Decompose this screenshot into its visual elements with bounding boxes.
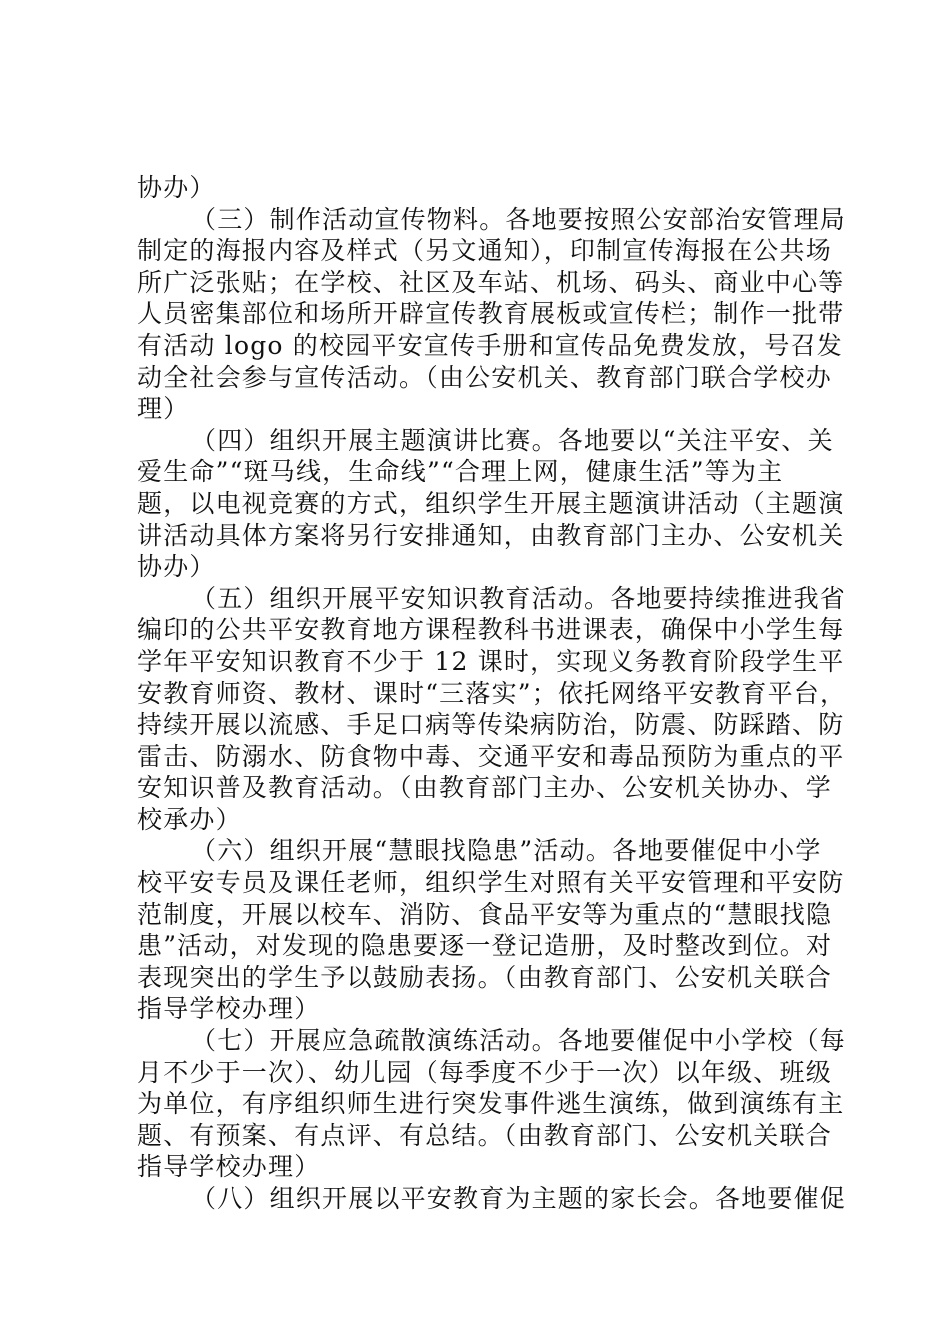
text-line: 安知识普及教育活动。（由教育部门主办、公安机关协办、学 [137,773,832,803]
text-line: 表现突出的学生予以鼓励表扬。（由教育部门、公安机关联合 [137,962,832,992]
text-line: 患”活动，对发现的隐患要逐一登记造册，及时整改到位。对 [137,931,833,961]
text-line: （五）组织开展平安知识教育活动。各地要持续推进我省 [191,583,847,613]
text-line: 为单位，有序组织师生进行突发事件逃生演练，做到演练有主 [137,1089,845,1119]
text-line: （三）制作活动宣传物料。各地要按照公安部治安管理局 [191,204,847,234]
text-line: 题，以电视竞赛的方式，组织学生开展主题演讲活动（主题演 [137,488,845,518]
text-line: 范制度，开展以校车、消防、食品平安等为重点的“慧眼找隐 [137,899,833,929]
text-line: 讲活动具体方案将另行安排通知，由教育部门主办、公安机关 [137,520,845,550]
text-line: 制定的海报内容及样式（另文通知），印制宣传海报在公共场 [137,236,832,266]
document-body [137,172,847,1215]
text-line: 校平安专员及课任老师，组织学生对照有关平安管理和平安防 [137,868,845,898]
text-line: 安教育师资、教材、课时“三落实”；依托网络平安教育平台， [137,678,847,708]
text-line: 人员密集部位和场所开辟宣传教育展板或宣传栏；制作一批带 [137,299,845,329]
text-line: 动全社会参与宣传活动。（由公安机关、教育部门联合学校办 [137,362,832,392]
text-line: （六）组织开展“慧眼找隐患”活动。各地要催促中小学 [191,836,822,866]
text-line: 月不少于一次）、幼儿园（每季度不少于一次）以年级、班级 [137,1057,832,1087]
text-line: 指导学校办理） [137,994,321,1024]
text-line: 爱生命”“斑马线，生命线”“合理上网，健康生活”等为主 [137,457,784,487]
text-line: 理） [137,394,190,424]
text-line: （七）开展应急疏散演练活动。各地要催促中小学校（每 [191,1026,847,1056]
text-line: （八）组织开展以平安教育为主题的家长会。各地要催促 [191,1184,847,1213]
text-line: 有活动 logo 的校园平安宣传手册和宣传品免费发放，号召发 [137,330,843,360]
text-line: 持续开展以流感、手足口病等传染病防治，防震、防踩踏、防 [137,710,845,740]
text-line: 协办） [137,552,216,582]
text-line: 所广泛张贴；在学校、社区及车站、机场、码头、商业中心等 [137,267,845,297]
text-line: 雷击、防溺水、防食物中毒、交通平安和毒品预防为重点的平 [137,741,845,771]
text-line: （四）组织开展主题演讲比赛。各地要以“关注平安、关 [191,425,834,455]
text-line: 编印的公共平安教育地方课程教科书进课表，确保中小学生每 [137,615,845,645]
text-line: 指导学校办理） [137,1152,321,1182]
text-line: 学年平安知识教育不少于 12 课时，实现义务教育阶段学生平 [137,646,845,676]
text-line: 题、有预案、有点评、有总结。（由教育部门、公安机关联合 [137,1120,832,1150]
text-line: 协办） [137,173,216,202]
text-line: 校承办） [137,804,242,834]
